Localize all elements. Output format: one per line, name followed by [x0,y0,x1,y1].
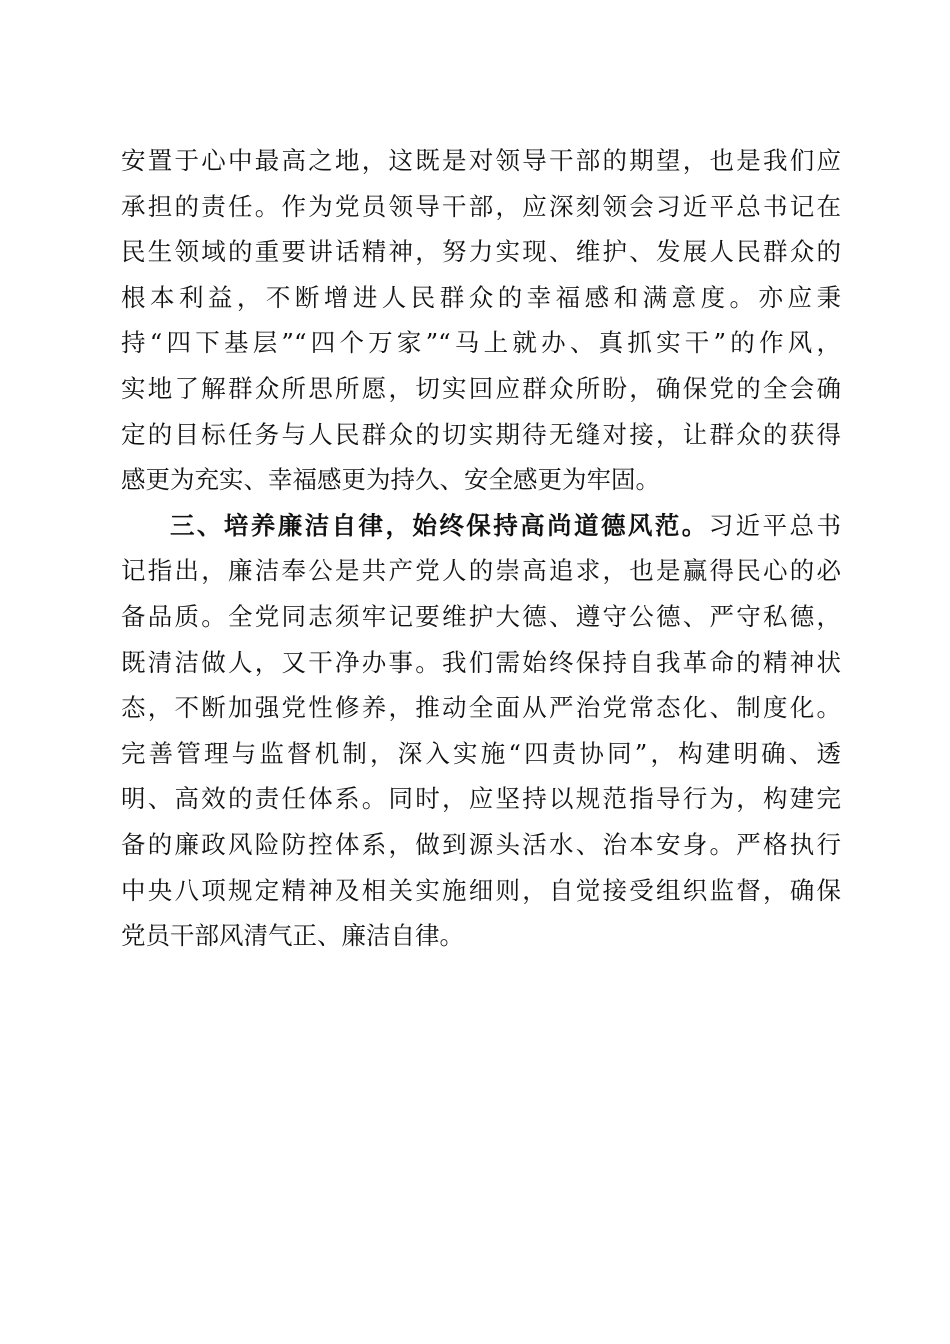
text-line: 持“四下基层”“四个万家”“马上就办、真抓实干”的作风， [121,328,841,358]
text-line: 既清洁做人，又干净办事。我们需始终保持自我革命的精神状 [121,647,841,677]
text-line: 安置于心中最高之地，这既是对领导干部的期望，也是我们应 [121,146,841,175]
text-line: 承担的责任。作为党员领导干部，应深刻领会习近平总书记在 [121,191,841,221]
text-line: 根本利益，不断增进人民群众的幸福感和满意度。亦应秉 [121,282,841,312]
text-line: 感更为充实、幸福感更为持久、安全感更为牢固。 [121,465,660,495]
text-line: 实地了解群众所思所愿，切实回应群众所盼，确保党的全会确 [121,373,841,403]
text-line: 明、高效的责任体系。同时，应坚持以规范指导行为，构建完 [121,784,841,814]
paragraph-1 [121,138,841,503]
text-line: 定的目标任务与人民群众的切实期待无缝对接，让群众的获得 [121,419,841,449]
section-heading: 三、培养廉洁自律，始终保持高尚道德风范。 [170,510,709,540]
text-line: 中央八项规定精神及相关实施细则，自觉接受组织监督，确保 [121,875,841,905]
text-line: 党员干部风清气正、廉洁自律。 [121,921,464,951]
text-line: 态，不断加强党性修养，推动全面从严治党常态化、制度化。 [121,693,841,723]
text-line: 民生领域的重要讲话精神，努力实现、维护、发展人民群众的 [121,237,841,267]
text-run: 习近平总书 [708,510,841,540]
text-line: 备品质。全党同志须牢记要维护大德、遵守公德、严守私德， [121,601,841,631]
text-line: 完善管理与监督机制，深入实施“四责协同”，构建明确、透 [121,738,841,768]
paragraph-first-line [121,503,841,549]
text-line: 备的廉政风险防控体系，做到源头活水、治本安身。严格执行 [121,829,841,859]
paragraph-2 [121,503,841,959]
body-text [121,138,841,959]
text-line: 记指出，廉洁奉公是共产党人的崇高追求，也是赢得民心的必 [121,556,841,586]
